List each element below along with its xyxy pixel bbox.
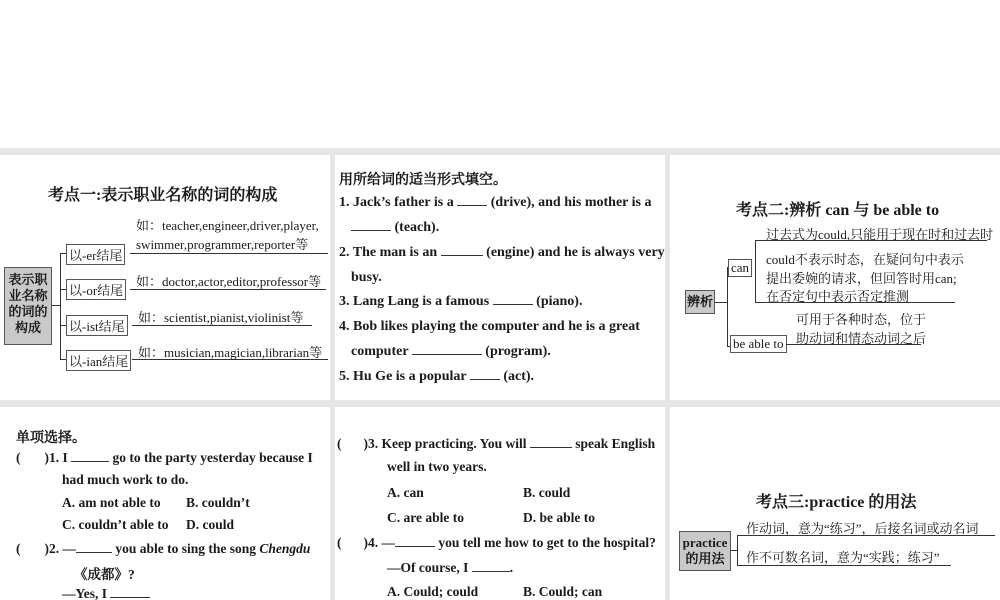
answer-blank[interactable] bbox=[441, 243, 483, 256]
root-text-2: 的用法 bbox=[685, 551, 725, 566]
panel-multiple-choice-2 bbox=[335, 407, 665, 600]
question-2 bbox=[16, 540, 310, 557]
panel-practice-usage bbox=[670, 407, 1000, 600]
branch-or: 以-or结尾 bbox=[66, 279, 126, 300]
usage-note-2: 作不可数名词，意为“实践；练习” bbox=[746, 550, 940, 565]
question-5 bbox=[339, 365, 534, 389]
panel-multiple-choice-1 bbox=[0, 407, 330, 600]
q3-option-d[interactable]: D. be able to bbox=[523, 510, 595, 525]
usage-note-1: 作动词，意为“练习”，后接名词或动名词 bbox=[746, 521, 979, 536]
question-4: 4. Bob likes playing the computer and he is a great bbox=[339, 319, 640, 334]
q1-text: 1. Jack’s father is a bbox=[339, 195, 454, 210]
q4-text: )4. — bbox=[363, 535, 395, 550]
answer-blank[interactable] bbox=[351, 218, 391, 231]
q2-text: (engine) and he is always very bbox=[486, 245, 665, 260]
root-node bbox=[4, 267, 52, 345]
instruction: 单项选择。 bbox=[16, 431, 86, 446]
question-1 bbox=[16, 449, 313, 466]
q1-option-b[interactable]: B. couldn’t bbox=[186, 495, 250, 510]
answer-blank[interactable] bbox=[470, 367, 500, 380]
q4-text: computer bbox=[351, 344, 409, 359]
answer-paren: ( bbox=[16, 541, 21, 556]
answer-blank[interactable] bbox=[457, 193, 487, 206]
able-note-1: 可用于各种时态，位于 bbox=[796, 312, 927, 327]
q1-text: go to the party yesterday because I bbox=[112, 450, 313, 465]
answer-blank[interactable] bbox=[530, 435, 572, 448]
answer-blank[interactable] bbox=[71, 449, 109, 462]
can-note-2b: 提出委婉的请求，但回答时用can; bbox=[766, 271, 957, 286]
question-3 bbox=[339, 290, 582, 314]
q2-text: 2. The man is an bbox=[339, 245, 438, 260]
q3-option-b[interactable]: B. could bbox=[523, 485, 571, 500]
question-1 bbox=[339, 191, 651, 215]
connector bbox=[715, 302, 727, 303]
can-note-2c: 在否定句中表示否定推测 bbox=[766, 289, 910, 304]
q1-option-a[interactable]: A. am not able to bbox=[62, 495, 161, 510]
connector bbox=[52, 305, 60, 306]
can-note-2a: could不表示时态，在疑问句中表示 bbox=[766, 252, 964, 267]
root-text-3: 的词的 bbox=[8, 304, 48, 319]
q3-text: 3. Lang Lang is a famous bbox=[339, 294, 490, 309]
q3-text: )3. Keep practicing. You will bbox=[363, 436, 527, 451]
example-or: 如：doctor,actor,editor,professor等 bbox=[136, 274, 322, 289]
branch-ian: 以-ian结尾 bbox=[66, 350, 131, 371]
answer-blank[interactable] bbox=[110, 585, 150, 598]
q3-cont: well in two years. bbox=[387, 459, 487, 474]
question-2 bbox=[339, 241, 665, 265]
q2-cont: busy. bbox=[351, 270, 382, 285]
q2-answer bbox=[62, 585, 150, 600]
panel-can-vs-able bbox=[670, 155, 1000, 400]
q2-cont: 《成都》? bbox=[74, 567, 135, 582]
q1-cont: had much work to do. bbox=[62, 472, 189, 487]
q3-text: speak English bbox=[575, 436, 656, 451]
song-title: Chengdu bbox=[259, 541, 311, 556]
q4-option-b[interactable]: B. Could; can bbox=[523, 584, 603, 599]
question-4 bbox=[337, 534, 656, 551]
answer-paren: ( bbox=[337, 535, 342, 550]
example-er-1: 如：teacher,engineer,driver,player, bbox=[136, 218, 319, 233]
q1-option-d[interactable]: D. could bbox=[186, 517, 235, 532]
q1-text: )1. I bbox=[44, 450, 68, 465]
panel-title: 考点一:表示职业名称的词的构成 bbox=[48, 187, 278, 204]
panel-profession-words bbox=[0, 155, 330, 400]
answer-blank[interactable] bbox=[412, 342, 482, 355]
q2-text: )2. — bbox=[44, 541, 76, 556]
example-er-2: swimmer,programmer,reporter等 bbox=[136, 237, 309, 252]
root-text-4: 构成 bbox=[14, 320, 41, 335]
q2-text: —Yes, I bbox=[62, 586, 108, 600]
q4-text: you tell me how to get to the hospital? bbox=[438, 535, 656, 550]
question-3 bbox=[337, 435, 655, 452]
root-text-1: practice bbox=[682, 535, 728, 550]
example-ist: 如：scientist,pianist,violinist等 bbox=[138, 310, 304, 325]
connector bbox=[727, 267, 728, 347]
connector bbox=[737, 535, 738, 565]
root-text-1: 表示职 bbox=[8, 272, 48, 287]
can-note-1: 过去式为could,只能用于现在时和过去时 bbox=[766, 227, 994, 242]
underline bbox=[130, 253, 328, 254]
q3-text: (piano). bbox=[536, 294, 583, 309]
answer-blank[interactable] bbox=[472, 559, 510, 572]
panel-title: 考点三:practice 的用法 bbox=[756, 494, 917, 511]
panel-fill-blanks bbox=[335, 155, 665, 400]
q2-text: you able to sing the song bbox=[115, 541, 257, 556]
answer-blank[interactable] bbox=[493, 292, 533, 305]
root-node: 辨析 bbox=[685, 290, 715, 314]
answer-paren: ( bbox=[337, 436, 342, 451]
q4-text: (program). bbox=[485, 344, 551, 359]
q5-text: 5. Hu Ge is a popular bbox=[339, 369, 467, 384]
be-able-to-node: be able to bbox=[730, 335, 787, 353]
can-node: can bbox=[728, 259, 752, 277]
example-ian: 如：musician,magician,librarian等 bbox=[138, 345, 323, 360]
q4-text: —Of course, I bbox=[387, 560, 469, 575]
q1-text: (teach). bbox=[394, 220, 440, 235]
panel-title: 考点二:辨析 can 与 be able to bbox=[736, 202, 940, 219]
q4-option-a[interactable]: A. Could; could bbox=[387, 584, 479, 599]
root-text-2: 业名称 bbox=[8, 288, 48, 303]
branch-er: 以-er结尾 bbox=[66, 244, 125, 265]
q3-option-a[interactable]: A. can bbox=[387, 485, 424, 500]
branch-ist: 以-ist结尾 bbox=[66, 315, 128, 336]
q1-text: (drive), and his mother is a bbox=[490, 195, 652, 210]
connector bbox=[60, 253, 61, 359]
answer-blank[interactable] bbox=[76, 540, 112, 553]
answer-paren: ( bbox=[16, 450, 21, 465]
q1-option-c[interactable]: C. couldn’t able to bbox=[62, 517, 169, 532]
question-4-cont bbox=[351, 340, 551, 364]
able-note-2: 助动词和情态动词之后 bbox=[796, 331, 927, 346]
answer-blank[interactable] bbox=[395, 534, 435, 547]
root-node bbox=[679, 531, 731, 571]
q4-cont: —Of course, I . bbox=[387, 560, 514, 575]
q5-text: (act). bbox=[503, 369, 535, 384]
question-1-cont bbox=[351, 216, 439, 240]
connector bbox=[755, 240, 756, 302]
q3-option-c[interactable]: C. are able to bbox=[387, 510, 464, 525]
instruction: 用所给词的适当形式填空。 bbox=[339, 173, 507, 188]
